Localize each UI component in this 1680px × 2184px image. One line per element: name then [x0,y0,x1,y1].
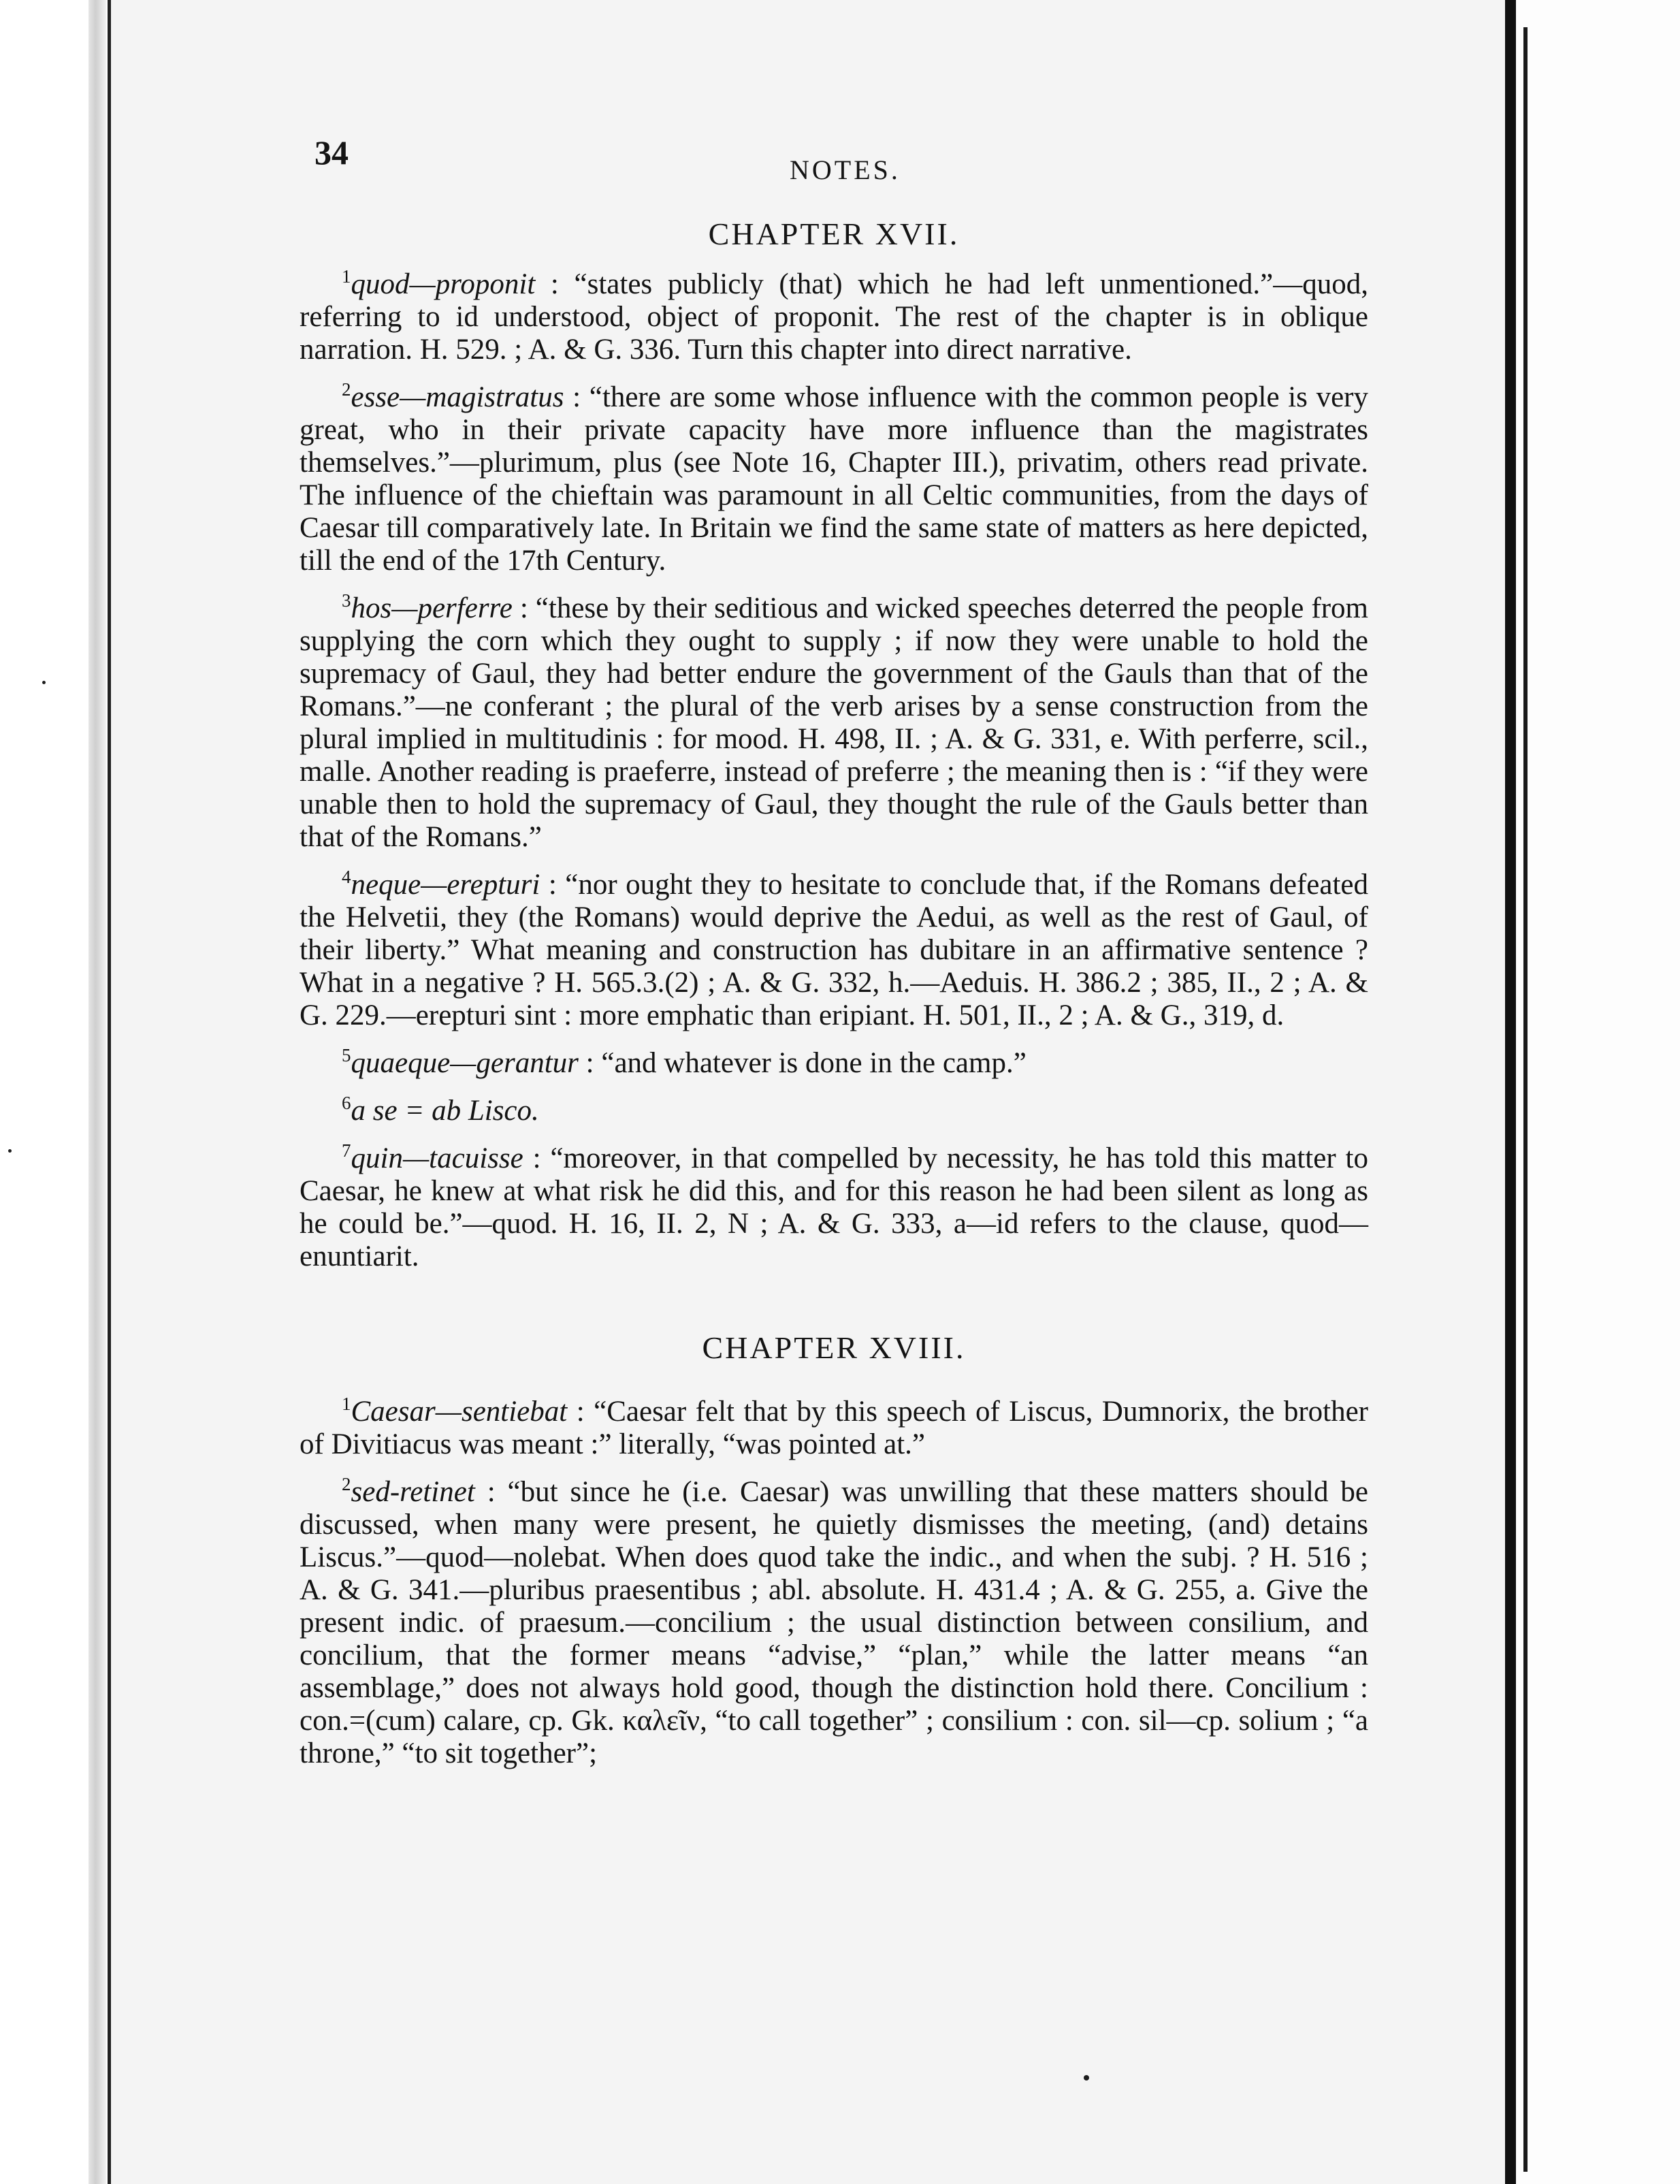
note-number: 6 [342,1093,351,1113]
note-text: : “moreover, in that compelled by necessity, he has told this matter to Caesar, he knew at what risk he did this, and for this reason he had been silent as long as he could be.”—quod. H. 16, II. 2, N ; A. & G. 333, a—id refers to the clause, quod—enuntiarit. [300,1142,1368,1272]
page-content [300,218,1368,1785]
facing-page-rule [1523,27,1528,2172]
note-text: : “nor ought they to hesitate to conclude that, if the Romans defeated the Helvetii, they (the Romans) would deprive the Aedui, as well as the rest of Gaul, of their liberty.” What meaning and construction has dubitare in an affirmative sentence ? What in a negative ? H. 565.3.(2) ; A. & G. 332, h.—Aeduis. H. 386.2 ; 385, II., 2 ; A. & G. 229.—erepturi sint : more emphatic than eripiant. H. 501, II., 2 ; A. & G., 319, d. [300,869,1368,1031]
note-lemma: sed-retinet [351,1476,475,1508]
note-number: 7 [342,1140,351,1161]
scan-speck [1084,2075,1089,2081]
chapter-title: CHAPTER XVIII. [702,1330,966,1365]
note-paragraph [300,1142,1368,1273]
note-text: : “there are some whose influence with the common people is very great, who in their private capacity have more influence than the magistrates themselves.”—plurimum, plus (see Note 16, Chapter III.), privatim, others read private. The influence of the chieftain was paramount in all Celtic communities, from the days of Caesar till comparatively late. In Britain we find the same state of matters as here depicted, till the end of the 17th Century. [300,381,1368,577]
note-paragraph [300,1476,1368,1770]
note-number: 2 [342,379,351,400]
scan-binding-edge [88,0,106,2184]
note-paragraph [300,268,1368,366]
note-lemma: quin—tacuisse [351,1142,523,1174]
note-text: : “but since he (i.e. Caesar) was unwilling that these matters should be discussed, when many were present, he quietly dismisses the meeting, (and) detains Liscus.”—quod—nolebat. When does quod take the indic., and when the subj. ? H. 516 ; A. & G. 341.—pluribus praesentibus ; abl. absolute. H. 431.4 ; A. & G. 255, a. Give the present indic. of praesum.—concilium ; the usual distinction between consilium, and concilium, that the former means “advise,” “plan,” while the latter means “an assemblage,” does not always hold good, though the distinction hold there. Concilium : con.=(cum) calare, cp. Gk. καλεῖν, “to call together” ; consilium : con. sil—cp. solium ; “a throne,” “to sit together”; [300,1476,1368,1769]
facing-page-edge [1516,0,1680,2184]
note-lemma: esse—magistratus [351,381,564,413]
note-number: 1 [342,266,351,287]
note-text: : “these by their seditious and wicked speeches deterred the people from supplying the corn which they ought to supply ; if now they were unable to hold the supremacy of Gaul, they had better endure the government of the Gauls than that of the Romans.”—ne conferant ; the plural of the verb arises by a sense construction from the plural implied in multitudinis : for mood. H. 498, II. ; A. & G. 331, e. With perferre, scil., malle. Another reading is praeferre, instead of preferre ; the meaning then is : “if they were unable then to hold the supremacy of Gaul, they thought the rule of the Gauls better than that of the Romans.” [300,592,1368,853]
note-paragraph [300,1396,1368,1461]
note-lemma: neque—erepturi [351,869,540,901]
note-lemma: quaeque—gerantur [351,1047,579,1079]
note-number: 1 [342,1394,351,1414]
note-paragraph [300,869,1368,1032]
note-lemma: Caesar—sentiebat [351,1396,568,1428]
note-text: : “Caesar felt that by this speech of Liscus, Dumnorix, the brother of Divitiacus was meant :” literally, “was pointed at.” [300,1396,1368,1460]
note-lemma: a se = ab Lisco. [351,1095,539,1127]
note-paragraph [300,381,1368,577]
note-paragraph [300,592,1368,854]
note-lemma: hos—perferre [351,592,513,624]
chapter-title: CHAPTER XVII. [708,216,960,251]
scan-speck [8,1149,12,1153]
scan-speck [42,681,46,684]
note-lemma: quod—proponit [351,268,536,300]
page-number: 34 [314,133,349,172]
note-number: 3 [342,590,351,611]
note-text: : “and whatever is done in the camp.” [578,1047,1027,1079]
note-paragraph [300,1047,1368,1080]
running-head: NOTES. [790,155,901,185]
page-gutter [1505,0,1516,2184]
note-number: 2 [342,1474,351,1494]
note-paragraph [300,1095,1368,1127]
note-number: 5 [342,1045,351,1065]
note-number: 4 [342,867,351,887]
note-text: : “states publicly (that) which he had left unmentioned.”—quod, referring to id understood, object of proponit. The rest of the chapter is in oblique narration. H. 529. ; A. & G. 336. Turn this chapter into direct narrative. [300,268,1368,366]
